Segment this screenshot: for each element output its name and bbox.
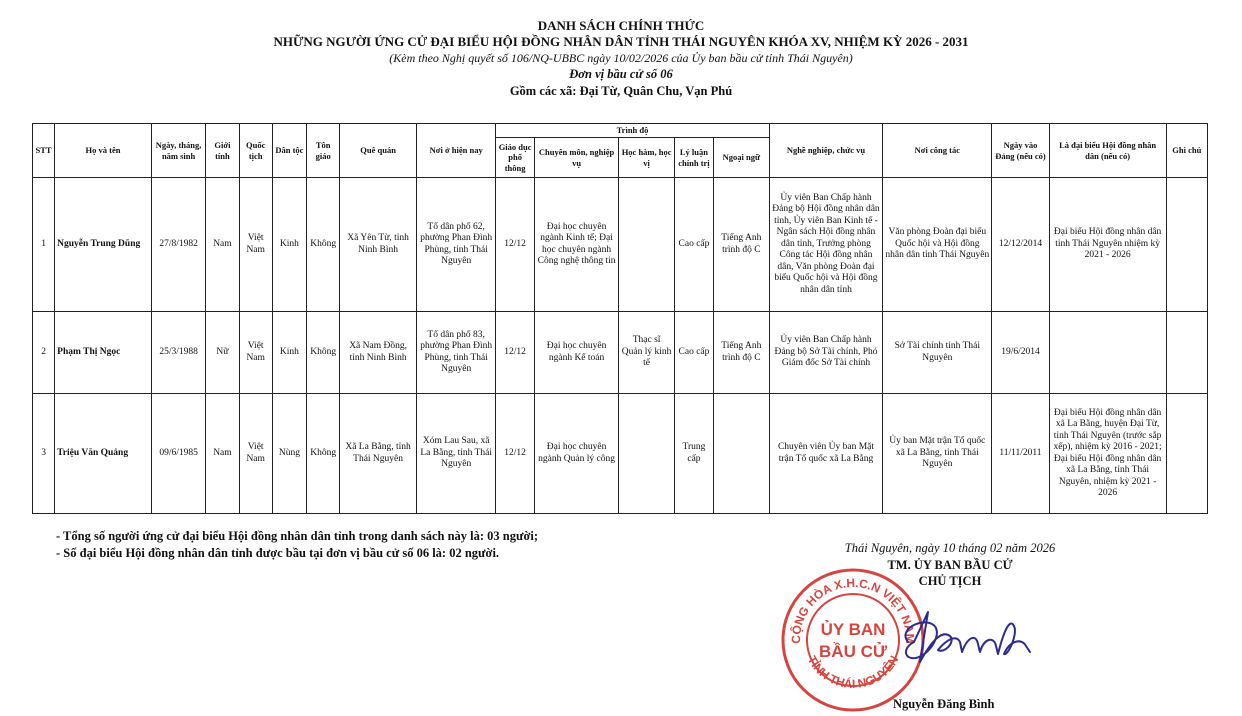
resolution-reference: (Kèm theo Nghị quyết số 106/NQ-UBBC ngày 10/02/2026 của Ủy ban bầu cử tỉnh Thái Nguyên) [389, 51, 853, 65]
cell-general-edu: 12/12 [496, 312, 534, 394]
header-ethnicity: Dân tộc [272, 124, 306, 178]
handwritten-signature [880, 600, 1040, 680]
document-subtitle: NHỮNG NGƯỜI ỨNG CỬ ĐẠI BIỂU HỘI ĐỒNG NHÂN DÂN TỈNH THÁI NGUYÊN KHÓA XV, NHIỆM KỲ 2026 - 2031 [273, 34, 969, 49]
cell-nationality: Việt Nam [239, 178, 272, 312]
place-date: Thái Nguyên, ngày 10 tháng 02 năm 2026 [844, 541, 1056, 555]
table-row [33, 394, 1208, 514]
communes-included: Gồm các xã: Đại Từ, Quân Chu, Vạn Phú [509, 84, 733, 98]
header-stt: STT [33, 124, 55, 178]
header-delegate: Là đại biểu Hội đồng nhân dân (nếu có) [1049, 124, 1166, 178]
header-residence: Nơi ở hiện nay [416, 124, 496, 178]
cell-gender: Nam [206, 178, 239, 312]
cell-hometown: Xã La Bằng, tỉnh Thái Nguyên [340, 394, 417, 514]
signer-name: Nguyễn Đăng Bình [893, 697, 995, 711]
cell-stt: 1 [33, 178, 55, 312]
cell-name: Phạm Thị Ngọc [55, 312, 152, 394]
cell-party-date: 19/6/2014 [992, 312, 1049, 394]
cell-residence: Tổ dân phố 62, phường Phan Đình Phùng, tỉnh Thái Nguyên [416, 178, 496, 312]
cell-general-edu: 12/12 [496, 394, 534, 514]
electoral-unit: Đơn vị bầu cử số 06 [569, 67, 673, 81]
header-name: Họ và tên [55, 124, 152, 178]
cell-workplace: Văn phòng Đoàn đại biểu Quốc hội và Hội đồng nhân dân tỉnh Thái Nguyên [883, 178, 992, 312]
header-dob: Ngày, tháng, năm sinh [151, 124, 205, 178]
table-header-row [33, 124, 1208, 138]
header-hometown: Quê quán [340, 124, 417, 178]
header-party-date: Ngày vào Đảng (nếu có) [992, 124, 1049, 178]
cell-religion: Không [307, 394, 340, 514]
stamp-outer-text: CỘNG HÒA X.H.C.N VIỆT NAM [788, 575, 918, 644]
cell-political: Cao cấp [674, 178, 713, 312]
cell-general-edu: 12/12 [496, 178, 534, 312]
cell-nationality: Việt Nam [239, 394, 272, 514]
table-row [33, 178, 1208, 312]
cell-notes [1166, 394, 1207, 514]
candidates-table [32, 123, 1208, 514]
cell-occupation: Chuyên viên Ủy ban Mặt trận Tổ quốc xã La Bằng [769, 394, 883, 514]
table-row [33, 312, 1208, 394]
cell-occupation: Ủy viên Ban Chấp hành Đảng bộ Sở Tài chính, Phó Giám đốc Sở Tài chính [769, 312, 883, 394]
cell-delegate: Đại biểu Hội đồng nhân dân tỉnh Thái Nguyên nhiệm kỳ 2021 - 2026 [1049, 178, 1166, 312]
header-notes: Ghi chú [1166, 124, 1207, 178]
cell-delegate [1049, 312, 1166, 394]
header-specialty: Chuyên môn, nghiệp vụ [534, 138, 619, 178]
header-education: Trình độ [496, 124, 769, 138]
cell-academic [619, 394, 674, 514]
cell-party-date: 12/12/2014 [992, 178, 1049, 312]
cell-ethnicity: Nùng [272, 394, 306, 514]
document-header [0, 18, 1242, 100]
header-academic: Học hàm, học vị [619, 138, 674, 178]
cell-ethnicity: Kinh [272, 312, 306, 394]
summary-notes [56, 528, 538, 562]
cell-gender: Nam [206, 394, 239, 514]
cell-religion: Không [307, 178, 340, 312]
stamp-bottom-text: TỈNH THÁI NGUYÊN [804, 653, 902, 692]
cell-dob: 27/8/1982 [151, 178, 205, 312]
signer-title: CHỦ TỊCH [918, 574, 982, 588]
cell-residence: Tổ dân phố 83, phường Phan Đình Phùng, tỉnh Thái Nguyên [416, 312, 496, 394]
cell-specialty: Đại học chuyên ngành Kinh tế; Đại học chuyên ngành Công nghệ thông tin [534, 178, 619, 312]
cell-hometown: Xã Nam Đồng, tỉnh Ninh Bình [340, 312, 417, 394]
summary-note-total: - Tổng số người ứng cử đại biểu Hội đồng nhân dân tỉnh trong danh sách này là: 03 người; [56, 529, 539, 543]
cell-workplace: Sở Tài chính tỉnh Thái Nguyên [883, 312, 992, 394]
cell-specialty: Đại học chuyên ngành Quản lý công [534, 394, 619, 514]
document-title: DANH SÁCH CHÍNH THỨC [537, 18, 705, 33]
cell-dob: 09/6/1985 [151, 394, 205, 514]
header-political: Lý luận chính trị [674, 138, 713, 178]
signing-organization: TM. ỦY BAN BẦU CỬ [887, 558, 1013, 572]
cell-academic: Thạc sĩ Quản lý kinh tế [619, 312, 674, 394]
header-occupation: Nghề nghiệp, chức vụ [769, 124, 883, 178]
cell-occupation: Ủy viên Ban Chấp hành Đảng bộ Hội đồng nhân dân tỉnh, Ủy viên Ban Kinh tế - Ngân sách Hội đồng nhân dân tỉnh, Trưởng phòng Công tác Hội đồng nhân dân, Văn phòng Đoàn đại biểu Quốc hội và Hội đồng nhân dân tỉnh [769, 178, 883, 312]
header-gender: Giới tính [206, 124, 239, 178]
cell-language: Tiếng Anh trình độ C [714, 312, 769, 394]
header-religion: Tôn giáo [307, 124, 340, 178]
cell-ethnicity: Kinh [272, 178, 306, 312]
cell-name: Nguyễn Trung Dũng [55, 178, 152, 312]
cell-academic [619, 178, 674, 312]
header-language: Ngoại ngữ [714, 138, 769, 178]
cell-stt: 2 [33, 312, 55, 394]
cell-language: Tiếng Anh trình độ C [714, 178, 769, 312]
cell-nationality: Việt Nam [239, 312, 272, 394]
cell-stt: 3 [33, 394, 55, 514]
cell-specialty: Đại học chuyên ngành Kế toán [534, 312, 619, 394]
cell-language [714, 394, 769, 514]
cell-religion: Không [307, 312, 340, 394]
cell-political: Trung cấp [674, 394, 713, 514]
summary-note-elected: - Số đại biểu Hội đồng nhân dân tỉnh được bầu tại đơn vị bầu cử số 06 là: 02 người. [56, 546, 500, 560]
cell-workplace: Ủy ban Mặt trận Tổ quốc xã La Bằng, tỉnh Thái Nguyên [883, 394, 992, 514]
cell-party-date: 11/11/2011 [992, 394, 1049, 514]
cell-hometown: Xã Yên Từ, tỉnh Ninh Bình [340, 178, 417, 312]
cell-name: Triệu Văn Quảng [55, 394, 152, 514]
header-general-edu: Giáo dục phổ thông [496, 138, 534, 178]
stamp-inner-text-1: ỦY BAN [820, 620, 886, 639]
cell-dob: 25/3/1988 [151, 312, 205, 394]
cell-notes [1166, 178, 1207, 312]
header-workplace: Nơi công tác [883, 124, 992, 178]
cell-delegate: Đại biểu Hội đồng nhân dân xã La Bằng, huyện Đại Từ, tỉnh Thái Nguyên (trước sắp xếp), nhiệm kỳ 2016 - 2021; Đại biểu Hội đồng nhân dân xã La Bằng, tỉnh Thái Nguyên, nhiệm kỳ 2021 - 2026 [1049, 394, 1166, 514]
header-nationality: Quốc tịch [239, 124, 272, 178]
cell-gender: Nữ [206, 312, 239, 394]
cell-residence: Xóm Lau Sau, xã La Bằng, tỉnh Thái Nguyên [416, 394, 496, 514]
cell-political: Cao cấp [674, 312, 713, 394]
stamp-inner-text-2: BẦU CỬ [819, 642, 887, 661]
cell-notes [1166, 312, 1207, 394]
